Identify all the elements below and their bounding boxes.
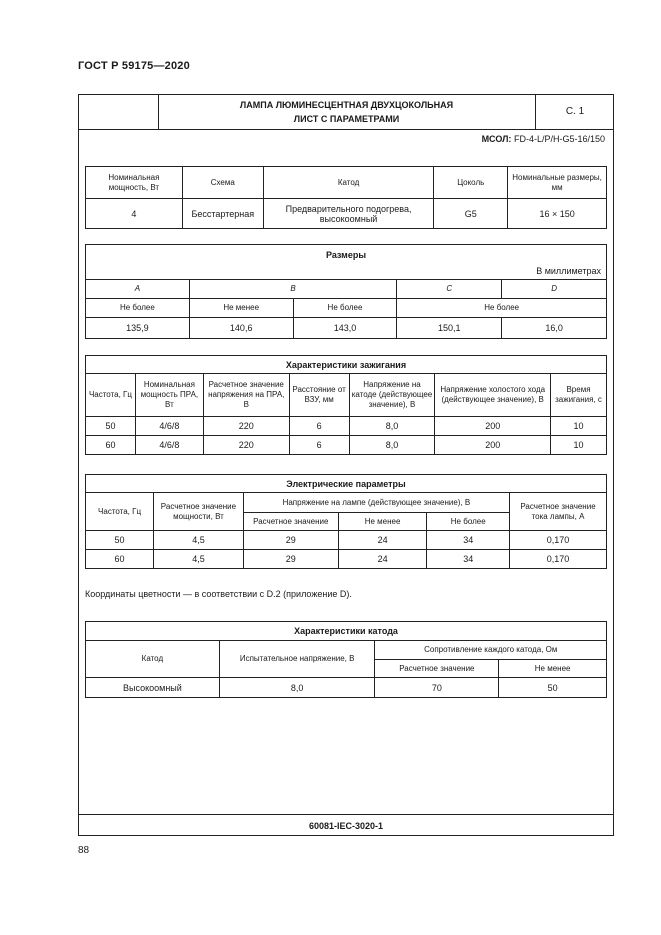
ign-r1-ballast-voltage: 220 [203,417,289,436]
el-r2-power: 4,5 [154,550,244,569]
cathode-table [85,621,607,698]
el-r1-voltage-max: 34 [427,531,510,550]
ign-r2-distance: 6 [289,436,349,455]
msol-designation [482,134,605,144]
cat-header-min: Не менее [499,660,607,678]
ign-r2-cathode-voltage: 8,0 [349,436,435,455]
dimensions-caption: Размеры [325,250,367,260]
value-scheme: Бесстартерная [182,199,263,229]
cat-value-calc: 70 [375,678,499,698]
cat-value-min: 50 [499,678,607,698]
el-r1-voltage-min: 24 [338,531,427,550]
dimensions-table [85,244,607,339]
cat-header-calc: Расчетное значение [375,660,499,678]
ign-header-ignition-time: Время зажигания, с [551,374,607,417]
chromaticity-note: Координаты цветности — в соответствии с D.2 (приложение D). [85,589,352,599]
document-code: ГОСТ Р 59175—2020 [78,60,190,72]
cat-value-test-voltage: 8,0 [219,678,375,698]
title-line-1: ЛАМПА ЛЮМИНЕСЦЕНТНАЯ ДВУХЦОКОЛЬНАЯ [239,100,454,110]
msol-label: МСОЛ: [481,134,512,144]
dim-limit-cd: Не более [397,299,607,318]
header-base: Цоколь [434,167,508,199]
el-header-max: Не более [427,513,510,531]
main-parameters-table [85,166,607,229]
el-r1-voltage-calc: 29 [243,531,338,550]
el-header-power: Расчетное значение мощности, Вт [154,493,244,531]
ign-r1-ballast-power: 4/6/8 [135,417,203,436]
dim-limit-a: Не более [86,299,190,318]
dimensions-caption-cell [86,245,607,280]
ign-r1-ignition-time: 10 [551,417,607,436]
header-nominal-power: Номинальная мощность, Вт [86,167,183,199]
header-cathode: Катод [263,167,434,199]
el-r2-voltage-max: 34 [427,550,510,569]
title-line-2: ЛИСТ С ПАРАМЕТРАМИ [293,114,400,124]
electrical-caption: Электрические параметры [86,475,607,493]
el-header-min: Не менее [338,513,427,531]
table-row [86,531,607,550]
el-header-calc: Расчетное значение [243,513,338,531]
ign-r1-cathode-voltage: 8,0 [349,417,435,436]
sheet-header [79,95,613,130]
table-row [86,436,607,455]
ignition-table [85,355,607,455]
dim-letter-d: D [502,280,607,299]
ign-header-open-circuit-voltage: Напряжение холостого хода (действующее значение), В [435,374,551,417]
dim-value-d: 16,0 [502,318,607,339]
msol-value: FD-4-L/P/H-G5-16/150 [513,134,605,144]
dim-letter-b: B [189,280,397,299]
el-header-current: Расчетное значение тока лампы, А [509,493,606,531]
page-number: 88 [78,845,90,856]
dim-value-c: 150,1 [397,318,502,339]
el-r1-power: 4,5 [154,531,244,550]
dim-value-a: 135,9 [86,318,190,339]
dim-value-b-min: 140,6 [189,318,293,339]
dim-limit-b-min: Не менее [189,299,293,318]
dim-value-b-max: 143,0 [293,318,397,339]
el-r2-current: 0,170 [509,550,606,569]
cat-header-cathode: Катод [86,641,220,678]
table-row [86,417,607,436]
ign-r2-open-circuit-voltage: 200 [435,436,551,455]
table-row [86,678,607,698]
header-scheme: Схема [182,167,263,199]
ign-r1-open-circuit-voltage: 200 [435,417,551,436]
ign-header-ballast-power: Номинальная мощность ПРА, Вт [135,374,203,417]
value-base: G5 [434,199,508,229]
dim-letter-c: C [397,280,502,299]
table-row [86,550,607,569]
ign-r1-distance: 6 [289,417,349,436]
el-r2-frequency: 60 [86,550,154,569]
el-header-frequency: Частота, Гц [86,493,154,531]
ign-r2-ballast-power: 4/6/8 [135,436,203,455]
page-reference: С. 1 [535,95,614,129]
ign-r1-frequency: 50 [86,417,136,436]
el-r1-current: 0,170 [509,531,606,550]
cat-header-test-voltage: Испытательное напряжение, В [219,641,375,678]
el-r2-voltage-calc: 29 [243,550,338,569]
electrical-table [85,474,607,569]
cat-header-resistance: Сопротивление каждого катода, Ом [375,641,607,660]
ignition-caption: Характеристики зажигания [86,356,607,374]
dim-letter-a: A [86,280,190,299]
dim-limit-b-max: Не более [293,299,397,318]
value-cathode: Предварительного подогрева, высокоомный [263,199,434,229]
ign-header-cathode-voltage: Напряжение на катоде (действующее значение), В [349,374,435,417]
sheet-title [159,95,534,129]
ign-header-ballast-voltage: Расчетное значение напряжения на ПРА, В [203,374,289,417]
value-nominal-size: 16 × 150 [508,199,607,229]
cathode-caption: Характеристики катода [86,622,607,641]
el-header-lamp-voltage: Напряжение на лампе (действующее значение), В [243,493,509,513]
ign-r2-frequency: 60 [86,436,136,455]
ign-r2-ballast-voltage: 220 [203,436,289,455]
cat-value-cathode: Высокоомный [86,678,220,698]
value-nominal-power: 4 [86,199,183,229]
ign-header-distance: Расстояние от ВЗУ, мм [289,374,349,417]
el-r2-voltage-min: 24 [338,550,427,569]
el-r1-frequency: 50 [86,531,154,550]
ign-r2-ignition-time: 10 [551,436,607,455]
header-nominal-size: Номинальные размеры, мм [508,167,607,199]
footer-code: 60081-IEC-3020-1 [79,814,613,837]
ign-header-frequency: Частота, Гц [86,374,136,417]
header-empty-cell [79,95,159,129]
dimensions-unit: В миллиметрах [536,266,601,276]
